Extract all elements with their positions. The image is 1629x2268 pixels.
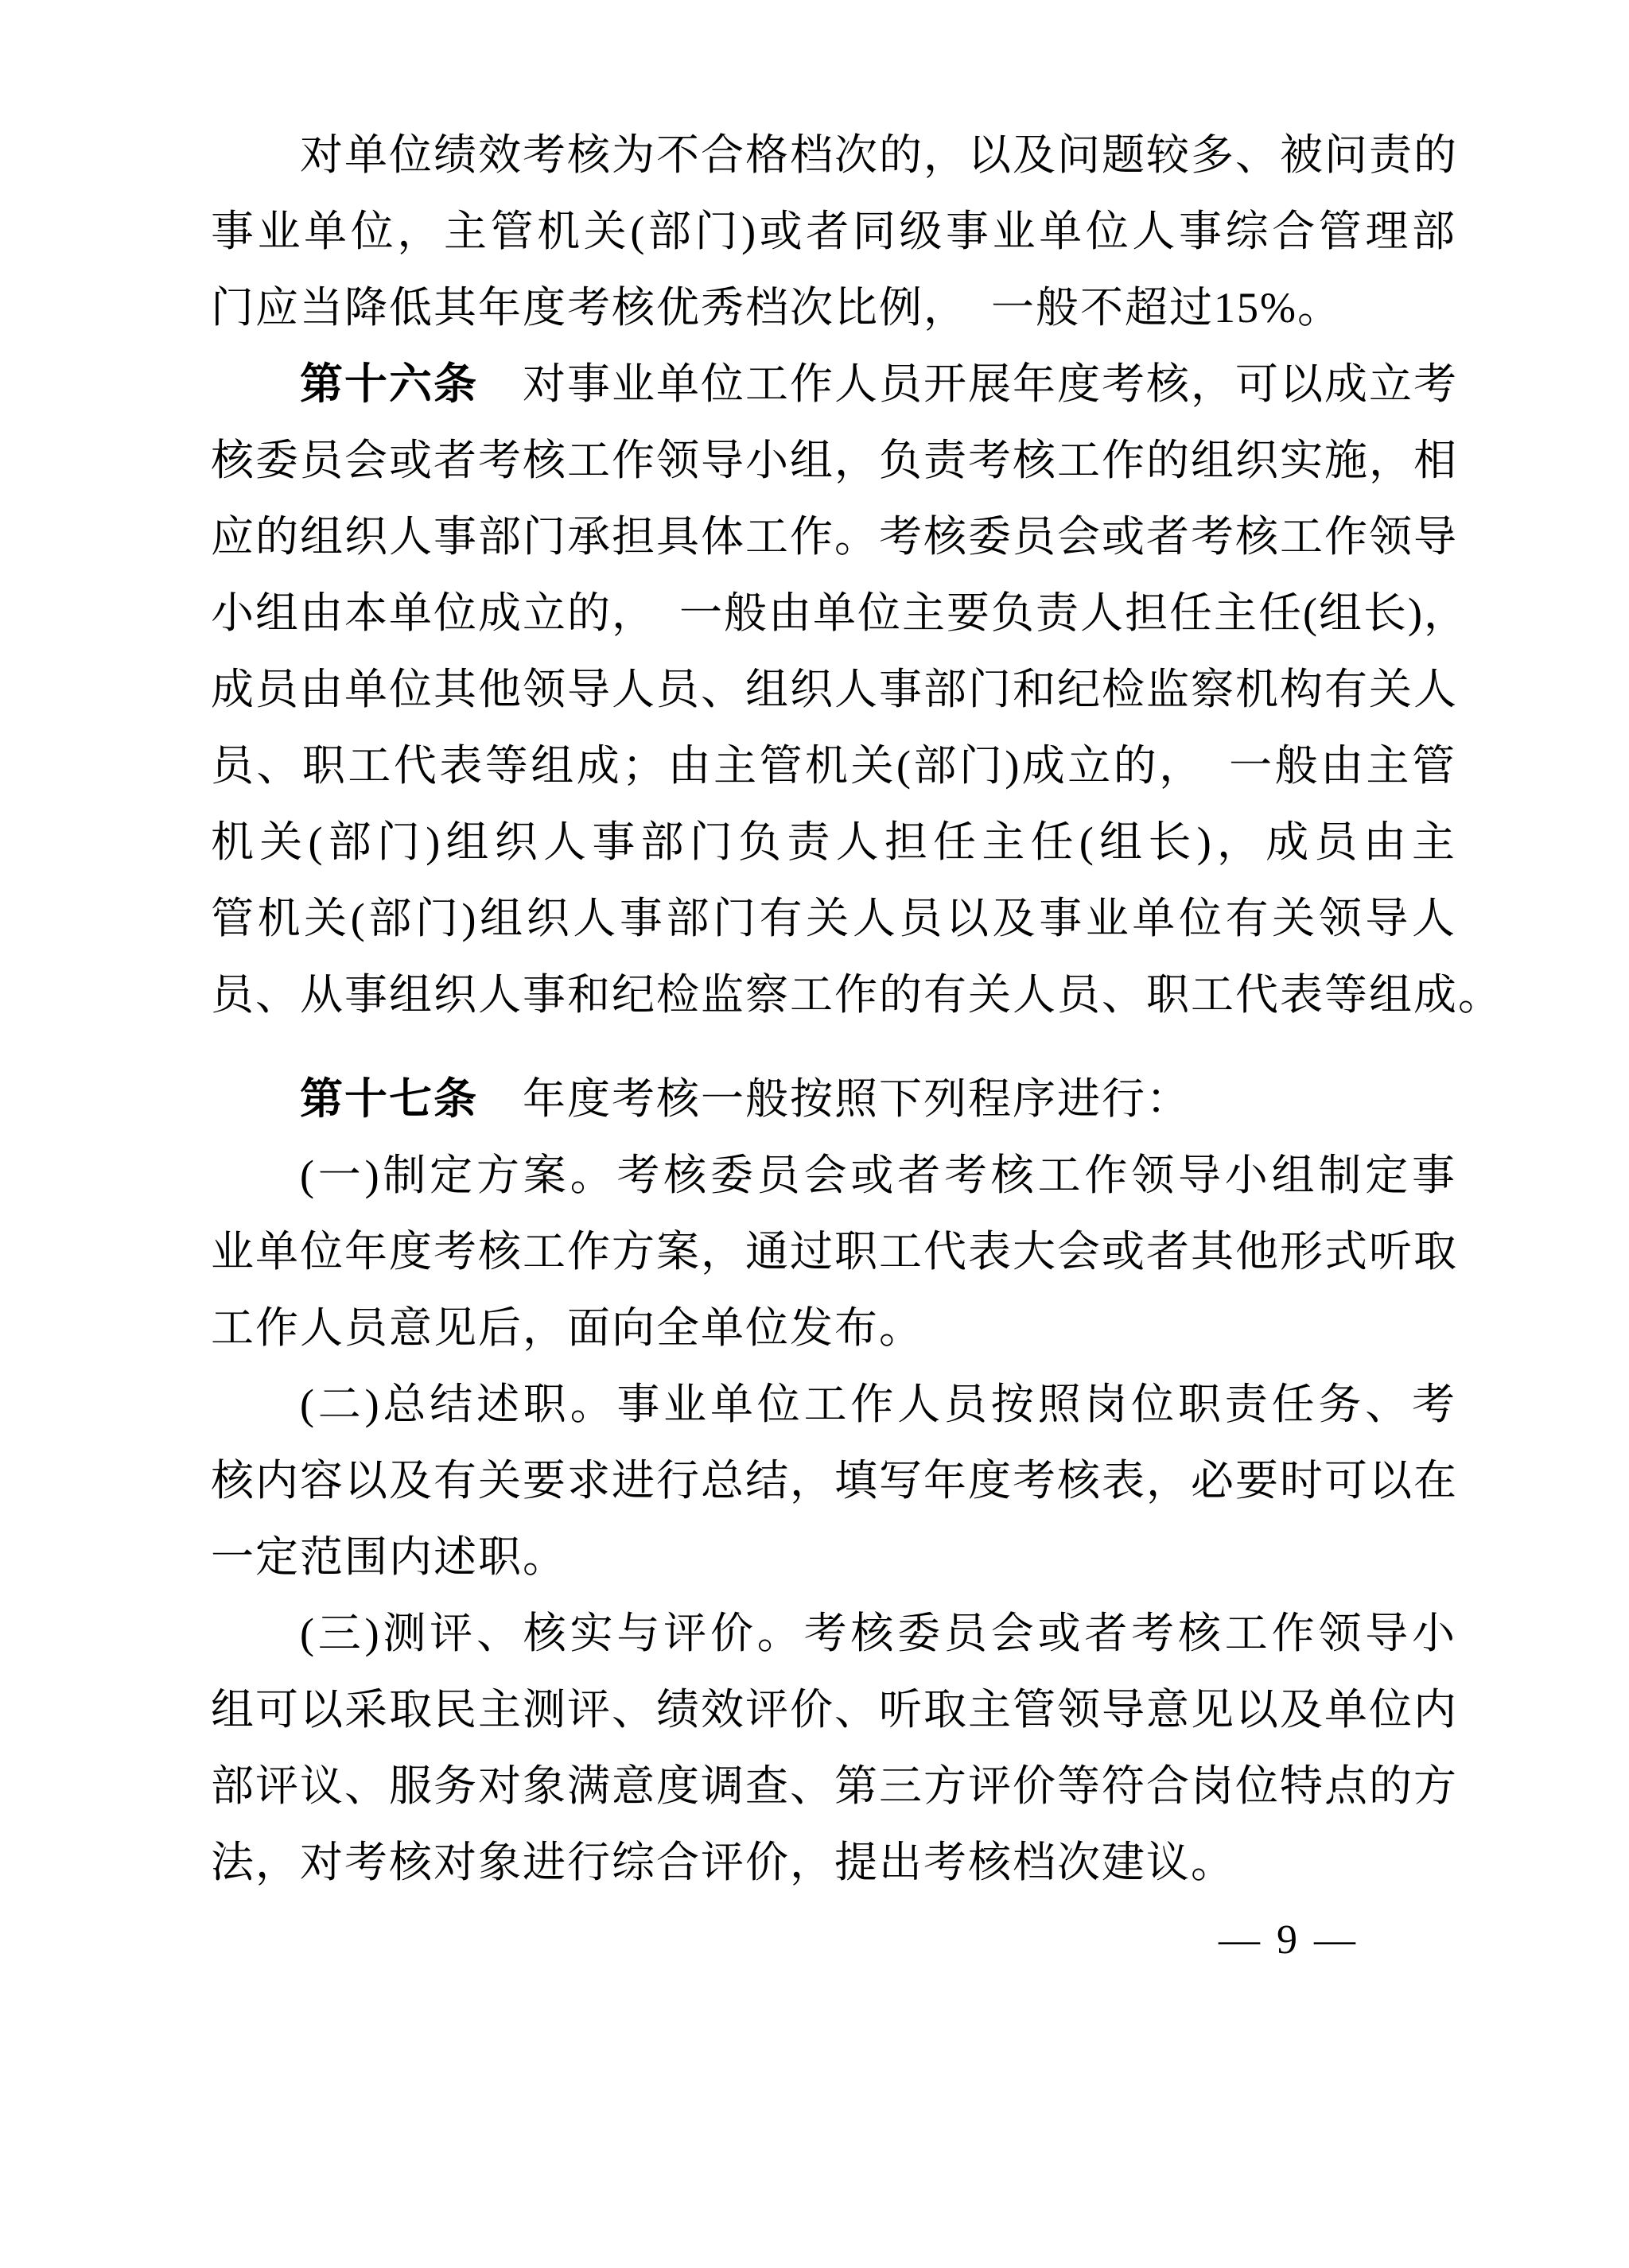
text-line — [211, 346, 1456, 422]
text-segment: 核委员会或者考核工作领导小组，负责考核工作的组织实施，相 — [211, 437, 1458, 484]
text-line — [211, 1672, 1456, 1748]
text-segment: 小组由本单位成立的， 一般由单位主要负责人担任主任(组长)， — [211, 589, 1468, 637]
text-segment: 事业单位，主管机关(部门)或者同级事业单位人事综合管理部 — [211, 208, 1456, 255]
text-line — [211, 651, 1456, 728]
text-line — [211, 804, 1456, 880]
text-line — [211, 728, 1456, 804]
article-heading: 第十七条 — [300, 1075, 478, 1123]
text-segment: 核内容以及有关要求进行总结，填写年度考核表，必要时可以在 — [211, 1457, 1458, 1505]
text-line — [211, 422, 1456, 499]
text-segment: 对单位绩效考核为不合格档次的，以及问题较多、被问责的 — [300, 131, 1458, 179]
text-segment: 员、从事组织人事和纪检监察工作的有关人员、职工代表等组成。 — [211, 971, 1503, 1019]
text-segment: 一定范围内述职。 — [211, 1533, 567, 1581]
text-line — [211, 880, 1456, 957]
text-segment: 成员由单位其他领导人员、组织人事部门和纪检监察机构有关人 — [211, 666, 1458, 713]
text-line — [211, 1290, 1456, 1366]
text-segment: (一)制定方案。考核委员会或者考核工作领导小组制定事 — [300, 1151, 1456, 1199]
page-number: — 9 — — [1219, 1917, 1359, 1963]
text-segment: 法，对考核对象进行综合评价，提出考核档次建议。 — [211, 1839, 1235, 1886]
text-line — [211, 1824, 1456, 1901]
text-line — [211, 1519, 1456, 1595]
text-segment: 工作人员意见后，面向全单位发布。 — [211, 1304, 923, 1352]
text-line — [211, 117, 1456, 193]
text-segment: 组可以采取民主测评、绩效评价、听取主管领导意见以及单位内 — [211, 1686, 1458, 1734]
text-segment: 年度考核一般按照下列程序进行： — [478, 1075, 1191, 1123]
text-line — [211, 1748, 1456, 1824]
article-heading: 第十六条 — [300, 360, 478, 408]
document-body — [211, 117, 1503, 1901]
text-line — [211, 957, 1503, 1033]
text-line — [211, 1137, 1456, 1214]
text-line — [211, 193, 1456, 270]
text-segment: 机关(部门)组织人事部门负责人担任主任(组长)，成员由主 — [211, 818, 1456, 866]
text-line — [211, 270, 1456, 346]
text-segment: 员、职工代表等组成；由主管机关(部门)成立的， 一般由主管 — [211, 742, 1456, 790]
text-line — [211, 499, 1456, 575]
text-segment: 业单位年度考核工作方案，通过职工代表大会或者其他形式听取 — [211, 1228, 1458, 1276]
text-segment: 部评议、服务对象满意度调查、第三方评价等符合岗位特点的方 — [211, 1762, 1458, 1810]
text-segment: (二)总结述职。事业单位工作人员按照岗位职责任务、考 — [300, 1381, 1456, 1428]
text-line — [211, 1366, 1456, 1443]
text-line — [211, 1214, 1456, 1290]
text-line — [211, 1595, 1456, 1672]
text-line — [211, 575, 1468, 651]
text-segment: 门应当降低其年度考核优秀档次比例， 一般不超过15%。 — [211, 284, 1342, 332]
text-segment: 应的组织人事部门承担具体工作。考核委员会或者考核工作领导 — [211, 513, 1458, 561]
text-line — [211, 1061, 1456, 1137]
text-segment: 对事业单位工作人员开展年度考核，可以成立考 — [478, 360, 1458, 408]
text-line — [211, 1443, 1456, 1519]
text-segment: (三)测评、核实与评价。考核委员会或者考核工作领导小 — [300, 1610, 1456, 1657]
text-segment: 管机关(部门)组织人事部门有关人员以及事业单位有关领导人 — [211, 895, 1456, 942]
